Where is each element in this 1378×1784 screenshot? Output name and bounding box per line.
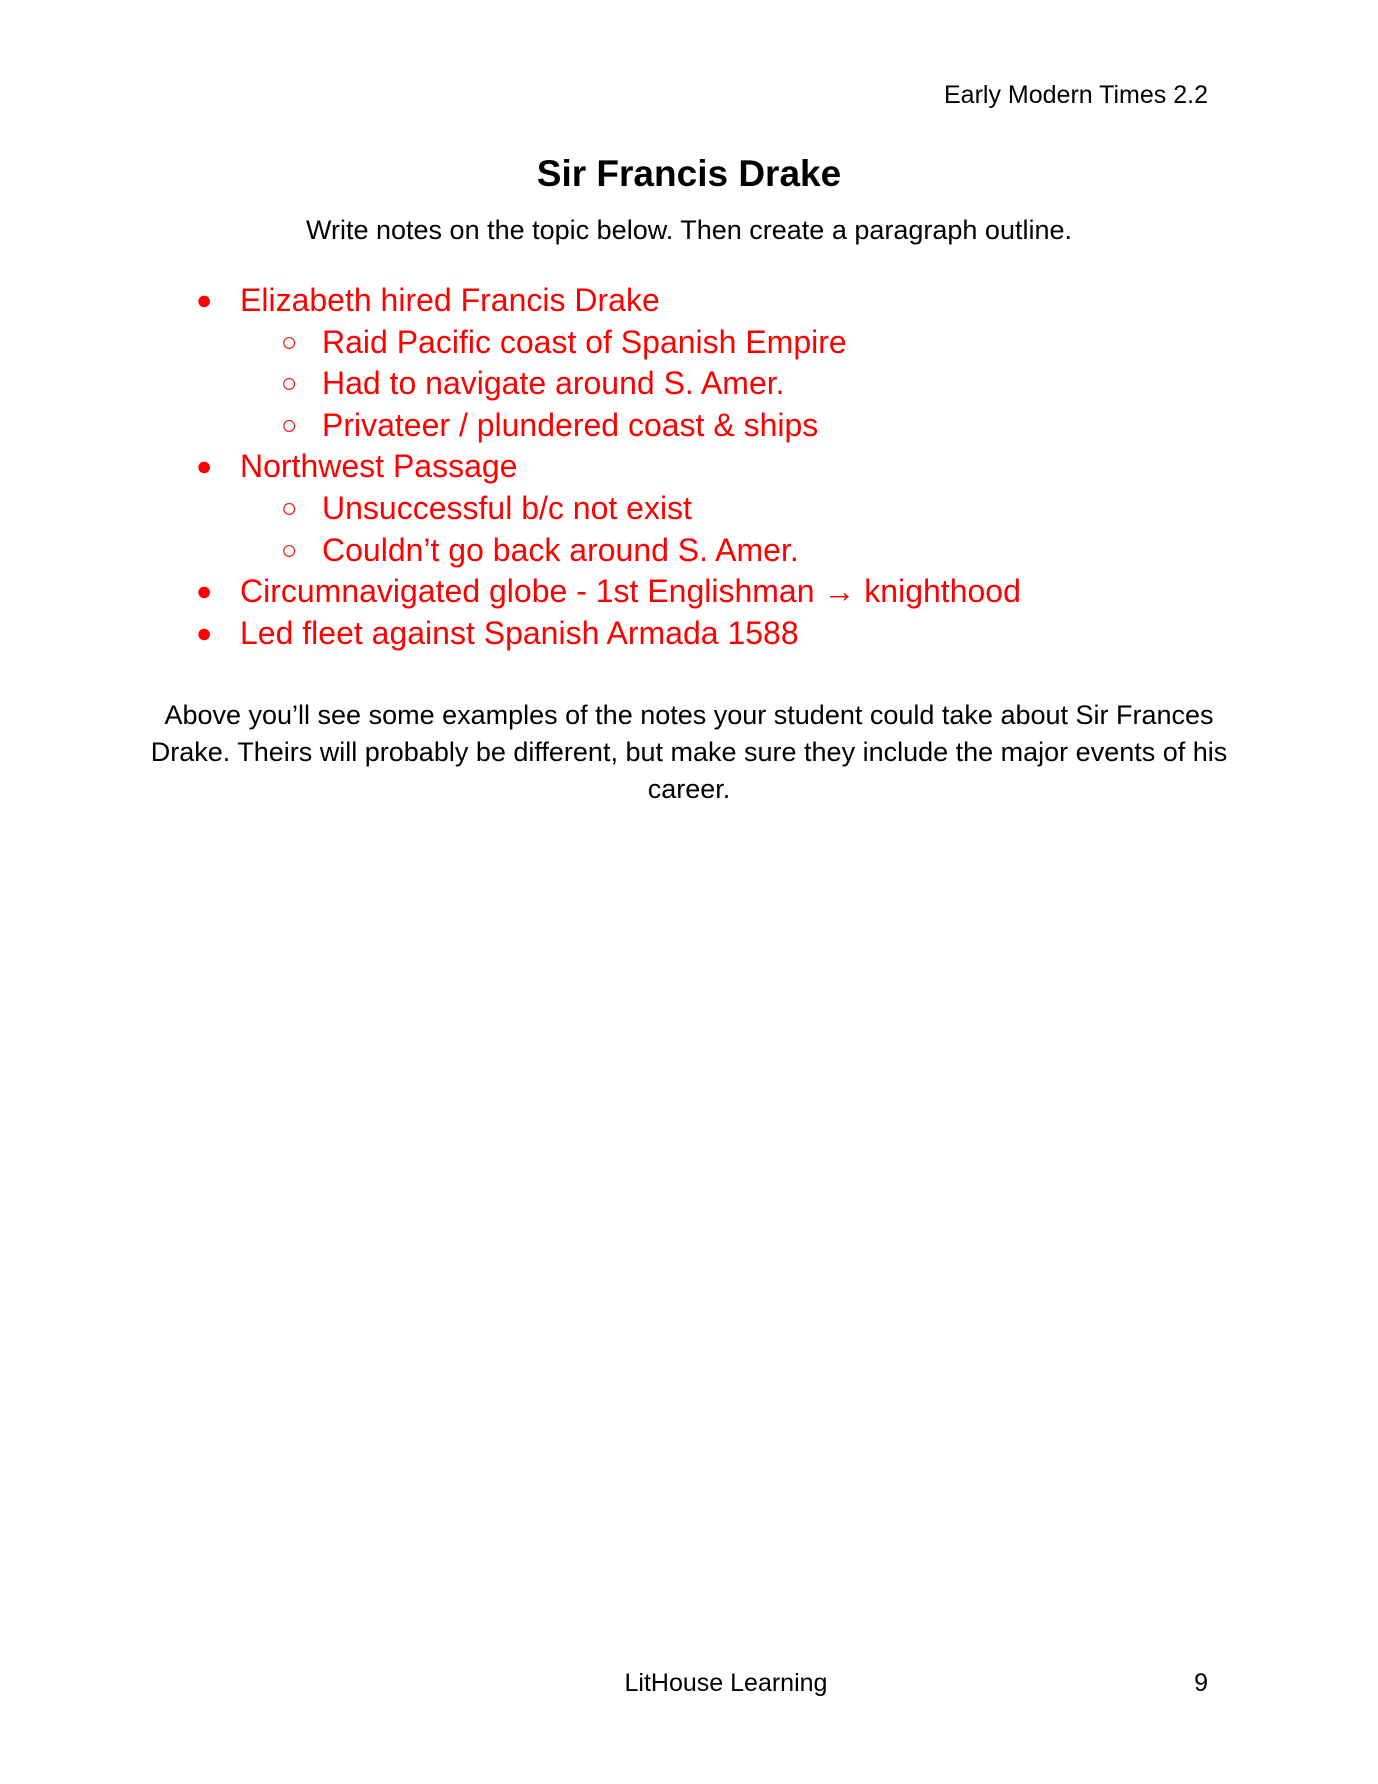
note-text: Had to navigate around S. Amer.: [322, 365, 785, 402]
filled-bullet-icon: ●: [196, 285, 213, 315]
summary-paragraph: Above you’ll see some examples of the notes your student could take about Sir Frances Drake. Theirs will probably be different, but make sure they include the major events of his career.: [150, 700, 1228, 804]
note-text: Raid Pacific coast of Spanish Empire: [322, 323, 847, 360]
note-item: [196, 280, 1021, 322]
note-text: Privateer / plundered coast & ships: [322, 406, 819, 443]
note-item: [196, 571, 1021, 613]
footer-page-number: 9: [1194, 1669, 1208, 1697]
header-course-label: Early Modern Times 2.2: [944, 81, 1208, 109]
notes-list: [196, 280, 1021, 654]
filled-bullet-icon: ●: [196, 617, 213, 648]
note-subitem: [196, 530, 1021, 572]
hollow-bullet-icon: ○: [281, 409, 298, 440]
note-item: [196, 613, 1021, 655]
note-subitem: [196, 322, 1021, 364]
note-text: Led fleet against Spanish Armada 1588: [240, 614, 799, 651]
note-text: Circumnavigated globe - 1st Englishman → knighthood: [240, 573, 1021, 610]
note-subitem: [196, 488, 1021, 530]
hollow-bullet-icon: ○: [281, 368, 298, 399]
note-text: Unsuccessful b/c not exist: [322, 489, 692, 526]
note-subitem: [196, 363, 1021, 405]
hollow-bullet-icon: ○: [281, 326, 298, 357]
footer-publisher: LitHouse Learning: [624, 1669, 828, 1697]
filled-bullet-icon: ●: [196, 576, 213, 607]
note-text: Northwest Passage: [240, 448, 518, 485]
note-text: Elizabeth hired Francis Drake: [240, 282, 660, 318]
page-title: Sir Francis Drake: [536, 153, 842, 194]
instructions-text: Write notes on the topic below. Then create a paragraph outline.: [306, 215, 1072, 245]
note-item: [196, 446, 1021, 488]
note-text: Couldn’t go back around S. Amer.: [322, 531, 799, 568]
filled-bullet-icon: ●: [196, 451, 213, 482]
hollow-bullet-icon: ○: [281, 534, 298, 565]
hollow-bullet-icon: ○: [281, 492, 298, 523]
note-subitem: [196, 405, 1021, 447]
